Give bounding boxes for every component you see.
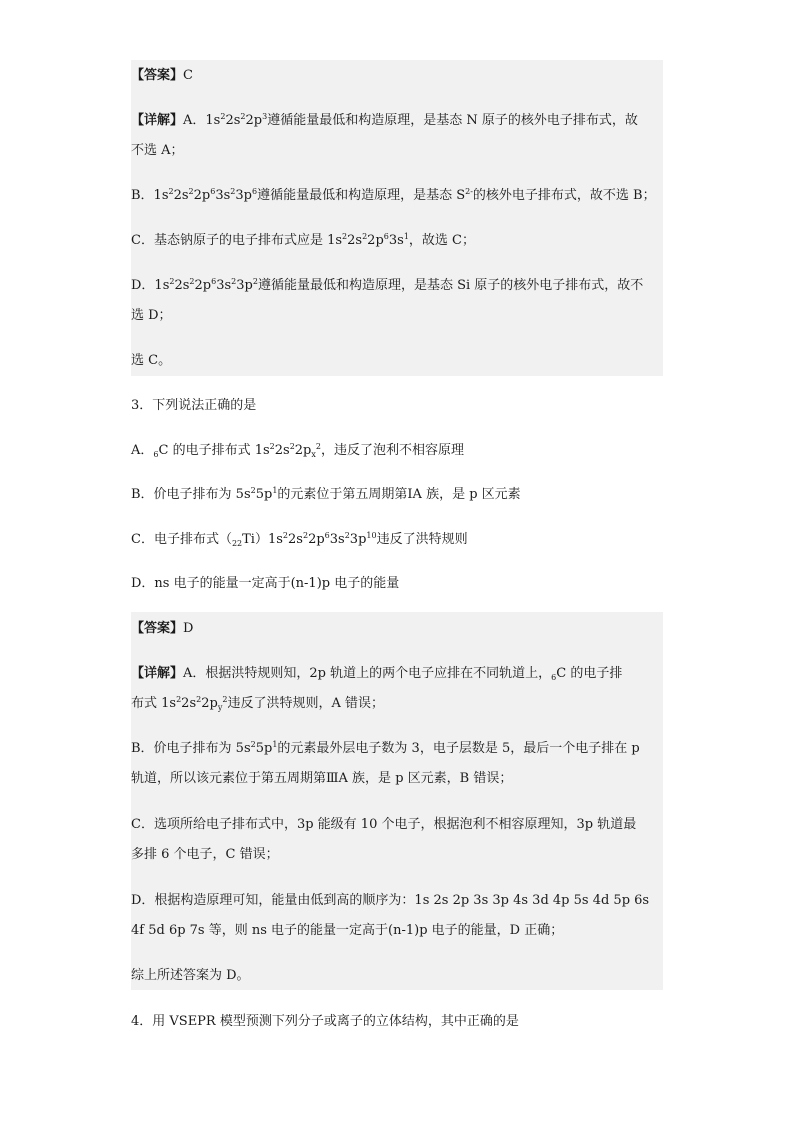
detail-a-line2: 布式 $1s^22s^22p_y^2$违反了洪特规则，A 错误； — [131, 695, 384, 712]
detail-d-line2: 选 D； — [131, 308, 172, 323]
detail-a-line1: 【详解】A．根据洪特规则知，2p 轨道上的两个电子应排在不同轨道上，$_6$C 的电子排 — [131, 666, 623, 682]
detail-d-line2: 4f 5d 6p 7s 等，则 ns 电子的能量一定高于(n-1)p 电子的能量，D 正确； — [131, 923, 564, 938]
conclusion-line: 选 C。 — [131, 353, 172, 368]
detail-d-line1: D．$1s^22s^22p^63s^23p^2$遵循能量最低和构造原理，是基态 Si 原子的核外电子排布式，故不 — [131, 277, 644, 293]
answer-line: 【答案】C — [131, 68, 193, 83]
detail-b-line2: 轨道，所以该元素位于第五周期第ⅢA 族，是 p 区元素，B 错误； — [131, 771, 513, 786]
detail-b-line1: B．价电子排布为 $5s^25p^1$的元素最外层电子数为 3，电子层数是 5，最后一个电子排在 p — [131, 740, 640, 756]
detail-a-line2: 不选 A； — [131, 143, 184, 158]
question-3-option-b: B．价电子排布为 $5s^25p^1$的元素位于第五周期第ⅠA 族，是 p 区元素 — [131, 486, 521, 502]
detail-c-line1: C．选项所给电子排布式中，3p 能级有 10 个电子，根据泡利不相容原理知，3p 轨道最 — [131, 817, 637, 832]
question-4-stem: 4．用 VSEPR 模型预测下列分子或离子的立体结构，其中正确的是 — [131, 1014, 519, 1029]
detail-d-line1: D．根据构造原理可知，能量由低到高的顺序为：1s 2s 2p 3s 3p 4s 3d 4p 5s 4d 5p 6s — [131, 893, 650, 908]
question-3-option-d: D．ns 电子的能量一定高于(n-1)p 电子的能量 — [131, 576, 400, 591]
detail-b-line: B．$1s^22s^22p^63s^23p^6$遵循能量最低和构造原理，是基态 $S^{2-}$的核外电子排布式，故不选 B； — [131, 187, 656, 203]
detail-c-line: C．基态钠原子的电子排布式应是 $1s^22s^22p^63s^1$，故选 C； — [131, 232, 475, 248]
conclusion-line: 综上所述答案为 D。 — [131, 968, 250, 983]
answer-block-1 — [131, 60, 663, 376]
answer-line: 【答案】D — [131, 621, 194, 636]
question-3-option-c: C．电子排布式$(_{22}Ti)1s^22s^22p^63s^23p^{10}$违反了洪特规则 — [131, 531, 468, 548]
detail-c-line2: 多排 6 个电子，C 错误； — [131, 847, 279, 862]
question-3-option-a: A．$_6$C 的电子排布式 $1s^22s^22p_x^2$，违反了泡利不相容原理 — [131, 442, 464, 459]
detail-a-line1: 【详解】A．$1s^22s^22p^3$遵循能量最低和构造原理，是基态 N 原子的核外电子排布式，故 — [131, 112, 638, 128]
answer-block-2 — [131, 612, 663, 990]
question-3-stem: 3．下列说法正确的是 — [131, 398, 257, 413]
